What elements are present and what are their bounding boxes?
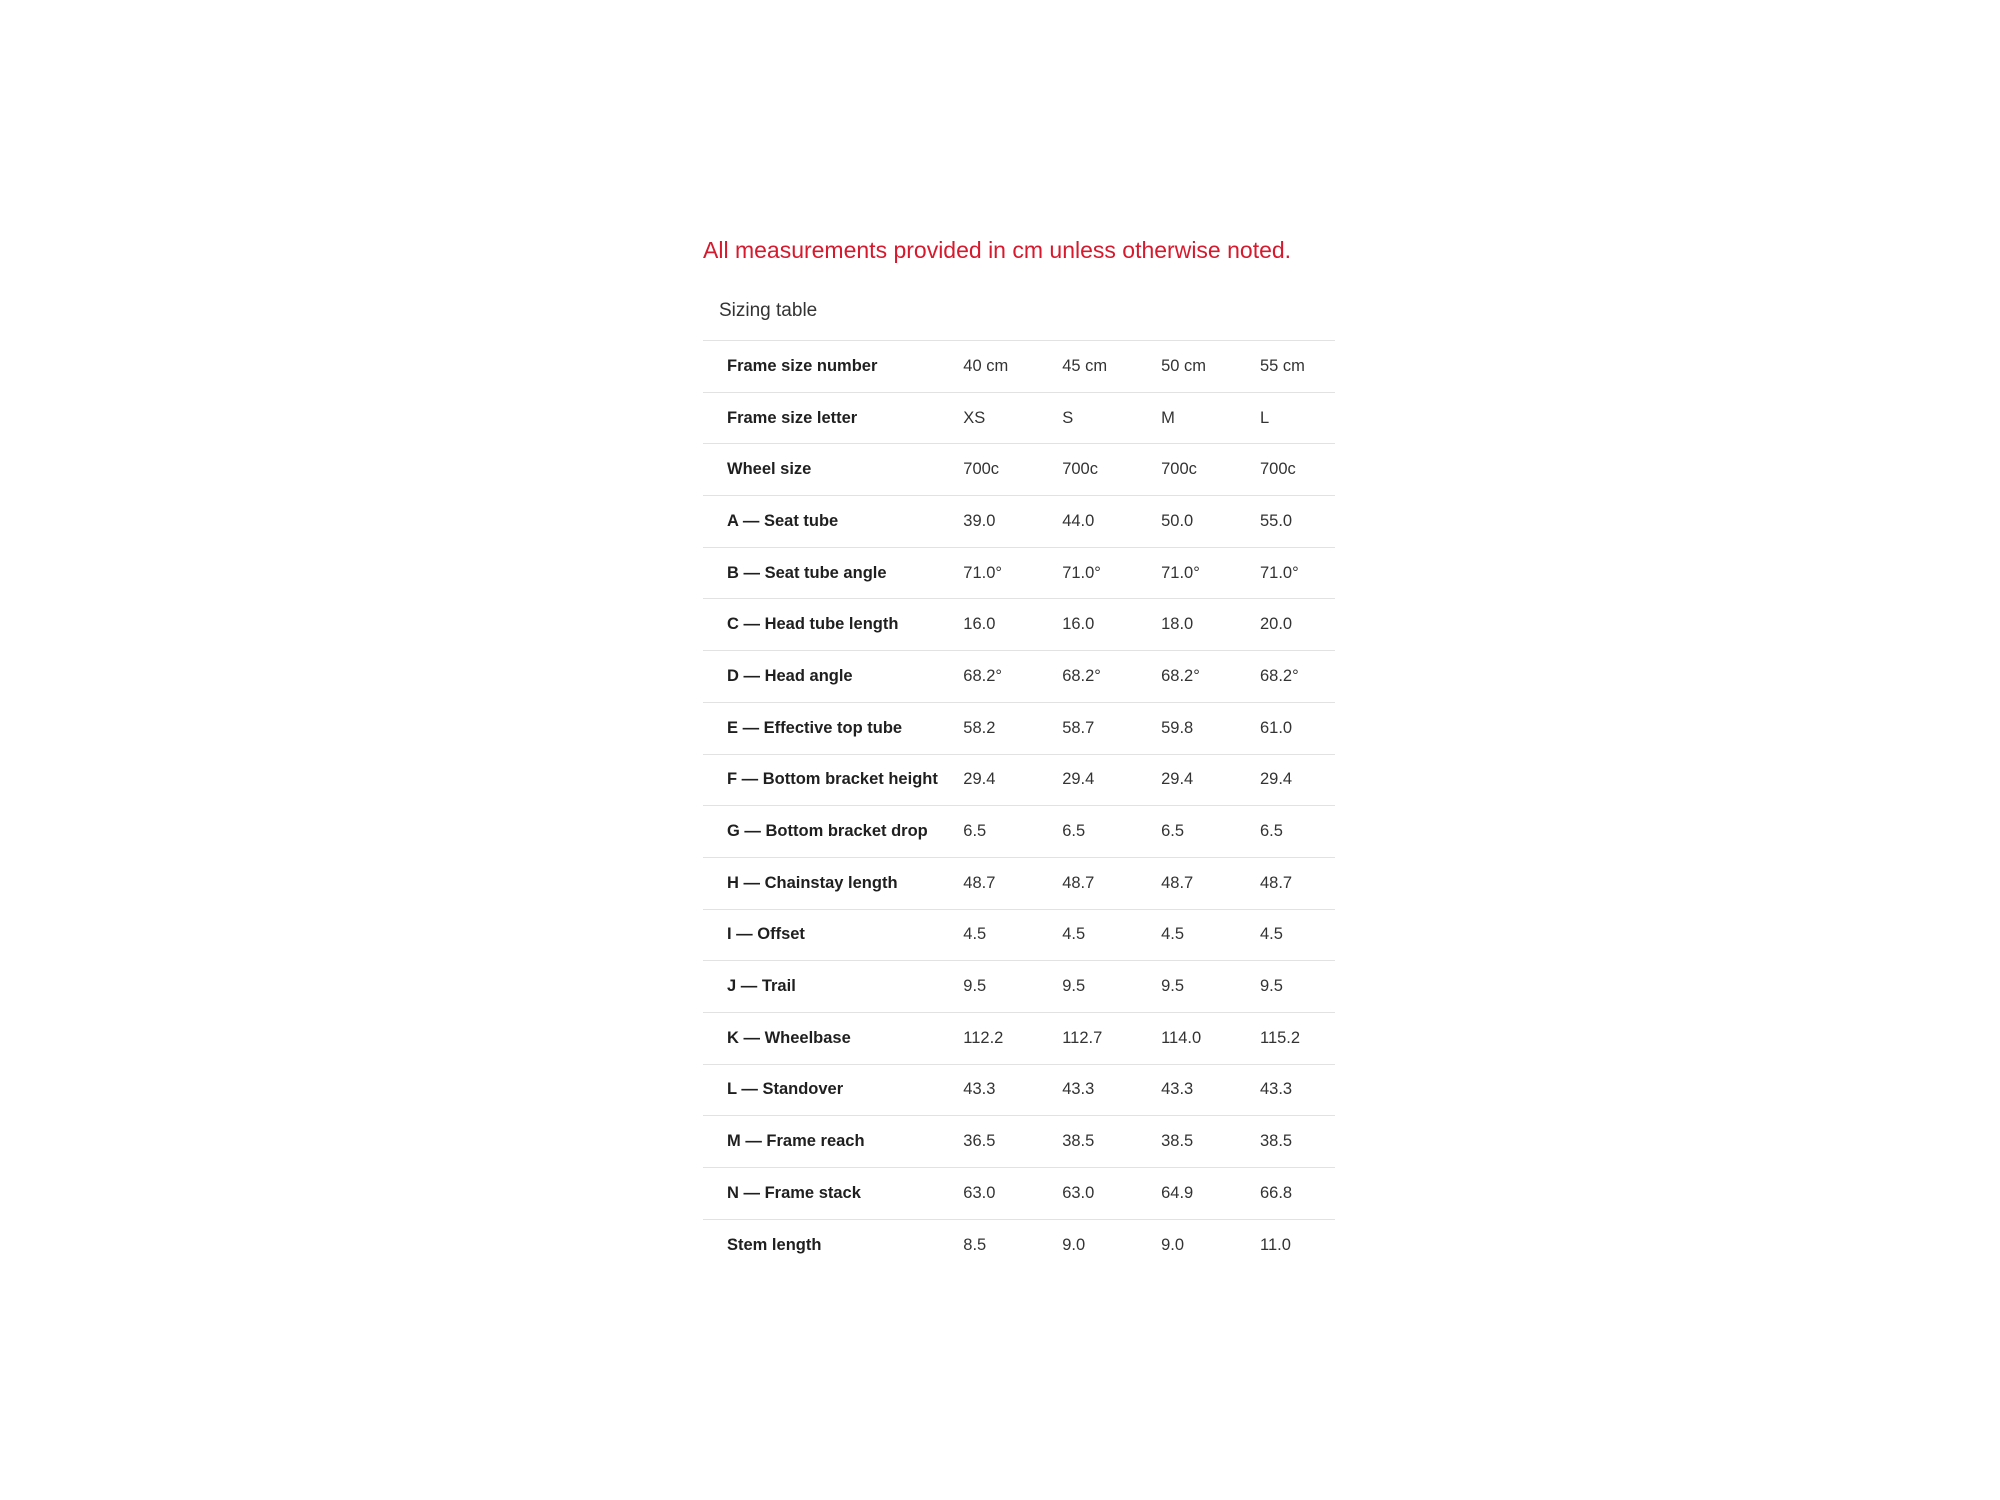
sizing-table-body bbox=[703, 341, 1335, 1271]
size-value-cell: 9.5 bbox=[963, 977, 987, 996]
size-value-cell: 48.7 bbox=[1062, 873, 1095, 892]
table-row bbox=[703, 1219, 1335, 1271]
size-value-cell: 71.0° bbox=[1161, 563, 1200, 582]
size-value-cell: 6.5 bbox=[963, 822, 987, 841]
table-row bbox=[703, 1168, 1335, 1220]
row-label: D — Head angle bbox=[727, 666, 853, 685]
size-value-cell: 9.5 bbox=[1062, 977, 1086, 996]
size-value-cell: 71.0° bbox=[963, 563, 1002, 582]
table-row bbox=[703, 496, 1335, 548]
size-value-cell: 66.8 bbox=[1260, 1183, 1293, 1202]
size-value-cell: 71.0° bbox=[1260, 563, 1299, 582]
size-value-cell: M bbox=[1161, 408, 1175, 427]
size-value-cell: 43.3 bbox=[1161, 1080, 1194, 1099]
size-value-cell: 29.4 bbox=[1260, 770, 1293, 789]
size-value-cell: 6.5 bbox=[1062, 822, 1086, 841]
size-value-cell: 16.0 bbox=[963, 615, 996, 634]
row-label: H — Chainstay length bbox=[727, 873, 898, 892]
sizing-table bbox=[703, 340, 1335, 1271]
size-value-cell: 6.5 bbox=[1161, 822, 1185, 841]
size-value-cell: 48.7 bbox=[1161, 873, 1194, 892]
row-label: I — Offset bbox=[727, 925, 805, 944]
size-value-cell: 9.5 bbox=[1161, 977, 1185, 996]
size-value-cell: 38.5 bbox=[1161, 1132, 1194, 1151]
size-value-cell: 68.2° bbox=[1161, 666, 1200, 685]
size-value-cell: 9.0 bbox=[1062, 1235, 1086, 1254]
size-value-cell: 112.7 bbox=[1062, 1028, 1103, 1047]
sizing-section bbox=[703, 231, 1335, 1271]
size-value-cell: 45 cm bbox=[1062, 356, 1108, 375]
size-value-cell: 115.2 bbox=[1260, 1028, 1301, 1047]
size-value-cell: 38.5 bbox=[1062, 1132, 1095, 1151]
measurement-note: All measurements provided in cm unless otherwise noted. bbox=[703, 237, 1292, 263]
table-row bbox=[703, 444, 1335, 496]
size-value-cell: L bbox=[1260, 408, 1270, 427]
size-value-cell: 48.7 bbox=[1260, 873, 1293, 892]
size-value-cell: 59.8 bbox=[1161, 718, 1194, 737]
table-row bbox=[703, 961, 1335, 1013]
size-value-cell: 6.5 bbox=[1260, 822, 1283, 841]
size-value-cell: 36.5 bbox=[963, 1132, 996, 1151]
table-row bbox=[703, 547, 1335, 599]
table-row bbox=[703, 754, 1335, 806]
row-label: Frame size number bbox=[727, 356, 878, 375]
size-value-cell: 50.0 bbox=[1161, 511, 1194, 530]
size-value-cell: 55 cm bbox=[1260, 356, 1305, 375]
size-value-cell: 8.5 bbox=[963, 1235, 987, 1254]
size-value-cell: 112.2 bbox=[963, 1028, 1004, 1047]
size-value-cell: 43.3 bbox=[1062, 1080, 1095, 1099]
row-label: Stem length bbox=[727, 1235, 822, 1254]
size-value-cell: 58.2 bbox=[963, 718, 996, 737]
size-value-cell: 20.0 bbox=[1260, 615, 1293, 634]
size-value-cell: 4.5 bbox=[1062, 925, 1086, 944]
size-value-cell: 700c bbox=[1161, 460, 1197, 479]
table-row bbox=[703, 909, 1335, 961]
row-label: J — Trail bbox=[727, 977, 796, 996]
size-value-cell: 700c bbox=[963, 460, 1000, 479]
size-value-cell: 43.3 bbox=[963, 1080, 996, 1099]
size-value-cell: S bbox=[1062, 408, 1074, 427]
row-label: Frame size letter bbox=[727, 408, 858, 427]
size-value-cell: 43.3 bbox=[1260, 1080, 1293, 1099]
size-value-cell: 11.0 bbox=[1260, 1235, 1291, 1254]
size-value-cell: 9.5 bbox=[1260, 977, 1283, 996]
size-value-cell: 68.2° bbox=[963, 666, 1002, 685]
size-value-cell: 61.0 bbox=[1260, 718, 1293, 737]
size-value-cell: 64.9 bbox=[1161, 1183, 1194, 1202]
size-value-cell: 29.4 bbox=[1161, 770, 1194, 789]
size-value-cell: 44.0 bbox=[1062, 511, 1095, 530]
size-value-cell: 38.5 bbox=[1260, 1132, 1293, 1151]
row-label: B — Seat tube angle bbox=[727, 563, 887, 582]
size-value-cell: XS bbox=[963, 408, 986, 427]
row-label: K — Wheelbase bbox=[727, 1028, 851, 1047]
size-value-cell: 4.5 bbox=[1161, 925, 1185, 944]
row-label: C — Head tube length bbox=[727, 615, 899, 634]
table-row bbox=[703, 702, 1335, 754]
size-value-cell: 71.0° bbox=[1062, 563, 1101, 582]
table-row bbox=[703, 651, 1335, 703]
size-value-cell: 18.0 bbox=[1161, 615, 1194, 634]
size-value-cell: 63.0 bbox=[1062, 1183, 1095, 1202]
table-row bbox=[703, 392, 1335, 444]
table-caption: Sizing table bbox=[719, 300, 818, 321]
row-label: G — Bottom bracket drop bbox=[727, 822, 928, 841]
size-value-cell: 4.5 bbox=[963, 925, 987, 944]
row-label: E — Effective top tube bbox=[727, 718, 903, 737]
row-label: F — Bottom bracket height bbox=[727, 770, 938, 789]
size-value-cell: 68.2° bbox=[1062, 666, 1101, 685]
size-value-cell: 68.2° bbox=[1260, 666, 1299, 685]
size-value-cell: 9.0 bbox=[1161, 1235, 1185, 1254]
size-value-cell: 50 cm bbox=[1161, 356, 1207, 375]
row-label: N — Frame stack bbox=[727, 1183, 861, 1202]
table-row bbox=[703, 1012, 1335, 1064]
row-label: L — Standover bbox=[727, 1080, 844, 1099]
row-label: Wheel size bbox=[727, 460, 812, 479]
table-row bbox=[703, 1064, 1335, 1116]
size-value-cell: 55.0 bbox=[1260, 511, 1293, 530]
size-value-cell: 48.7 bbox=[963, 873, 996, 892]
size-value-cell: 29.4 bbox=[963, 770, 996, 789]
size-value-cell: 114.0 bbox=[1161, 1028, 1202, 1047]
table-row bbox=[703, 341, 1335, 393]
table-row bbox=[703, 1116, 1335, 1168]
size-value-cell: 700c bbox=[1260, 460, 1296, 479]
size-value-cell: 700c bbox=[1062, 460, 1098, 479]
table-row bbox=[703, 806, 1335, 858]
size-value-cell: 63.0 bbox=[963, 1183, 996, 1202]
size-value-cell: 39.0 bbox=[963, 511, 996, 530]
row-label: M — Frame reach bbox=[727, 1132, 865, 1151]
size-value-cell: 16.0 bbox=[1062, 615, 1095, 634]
table-row bbox=[703, 599, 1335, 651]
row-label: A — Seat tube bbox=[727, 511, 839, 530]
size-value-cell: 58.7 bbox=[1062, 718, 1095, 737]
size-value-cell: 4.5 bbox=[1260, 925, 1283, 944]
table-row bbox=[703, 857, 1335, 909]
size-value-cell: 29.4 bbox=[1062, 770, 1095, 789]
size-value-cell: 40 cm bbox=[963, 356, 1009, 375]
